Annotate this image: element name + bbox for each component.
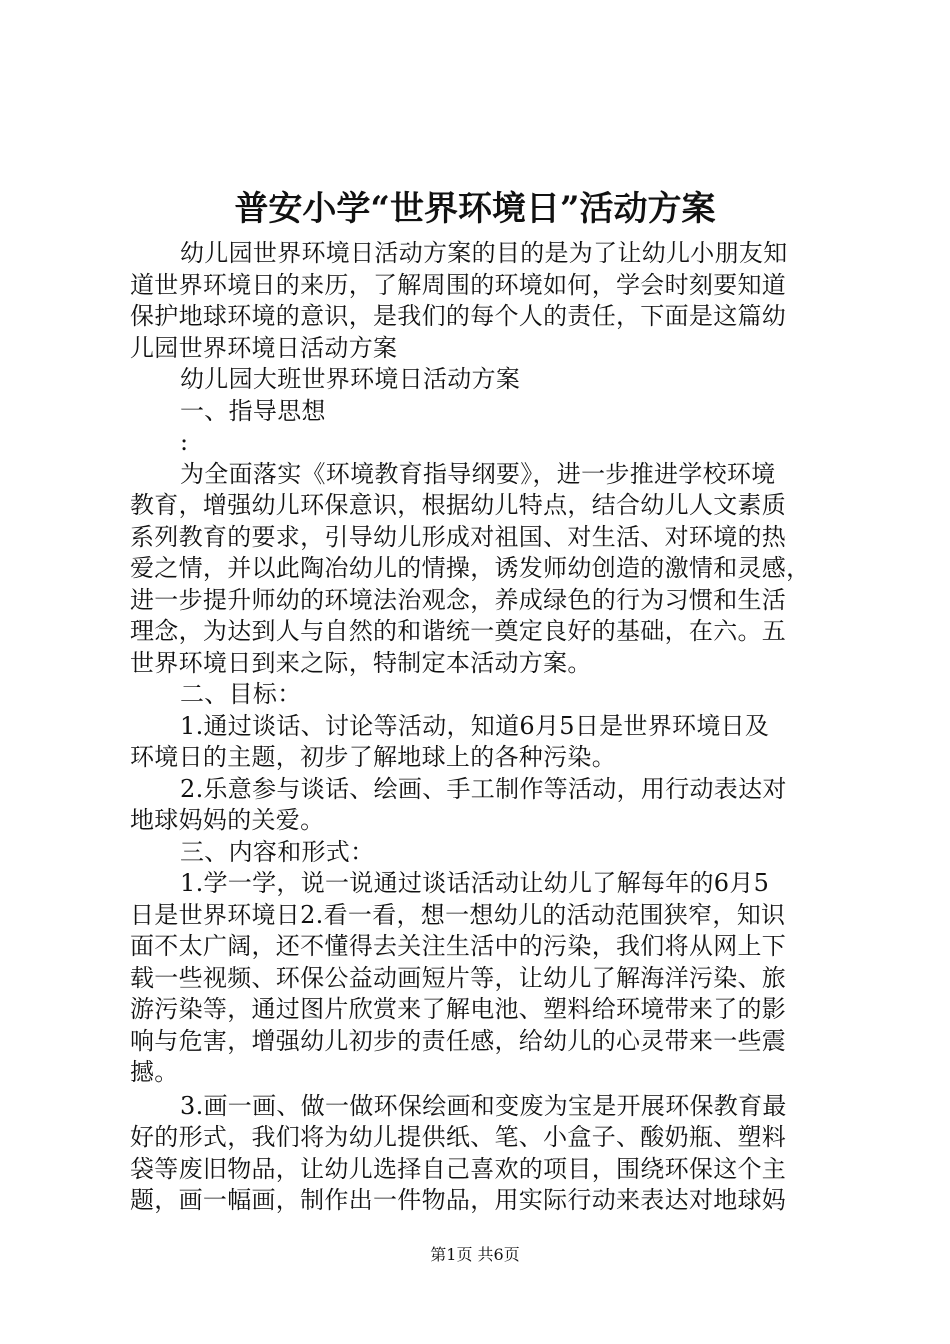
text-line: 教育，增强幼儿环保意识，根据幼儿特点，结合幼儿人文素质 (130, 491, 787, 519)
text-line: 1.学一学，说一说通过谈话活动让幼儿了解每年的6月5 (180, 869, 770, 897)
text-line: 载一些视频、环保公益动画短片等，让幼儿了解海洋污染、旅 (130, 963, 787, 992)
text-line: 题，画一幅画，制作出一件物品，用实际行动来表达对地球妈 (130, 1186, 787, 1214)
section-heading: 一、指导思想 (180, 396, 326, 425)
text-line: 游污染等，通过图片欣赏来了解电池、塑料给环境带来了的影 (130, 995, 787, 1023)
text-line: 儿园世界环境日活动方案 (130, 333, 398, 362)
page-footer: 第1页 共6页 (430, 1245, 520, 1264)
document-body (130, 238, 830, 1217)
text-line: 日是世界环境日2.看一看，想一想幼儿的活动范围狭窄，知识 (130, 900, 786, 929)
text-line: 道世界环境日的来历，了解周围的环境如何，学会时刻要知道 (130, 270, 787, 299)
text-line: 爱之情，并以此陶冶幼儿的情操，诱发师幼创造的激情和灵感， (130, 554, 811, 582)
text-line: 面不太广阔，还不懂得去关注生活中的污染，我们将从网上下 (130, 932, 787, 960)
text-line: 理念，为达到人与自然的和谐统一奠定良好的基础，在六。五 (130, 617, 787, 645)
text-line: 3.画一画、做一做环保绘画和变废为宝是开展环保教育最 (180, 1091, 787, 1120)
text-line: 好的形式，我们将为幼儿提供纸、笔、小盒子、酸奶瓶、塑料 (130, 1123, 787, 1151)
text-line: 系列教育的要求，引导幼儿形成对祖国、对生活、对环境的热 (130, 522, 787, 551)
section-heading: 幼儿园大班世界环境日活动方案 (180, 365, 521, 393)
text-line: 撼。 (130, 1058, 179, 1086)
text-line: 1.通过谈话、讨论等活动，知道6月5日是世界环境日及 (180, 711, 770, 740)
text-line: 幼儿园世界环境日活动方案的目的是为了让幼儿小朋友知 (180, 239, 788, 267)
document-title: 普安小学“世界环境日”活动方案 (234, 189, 716, 229)
section-heading: 三、内容和形式： (180, 837, 375, 866)
text-line: 为全面落实《环境教育指导纲要》，进一步推进学校环境 (180, 459, 776, 488)
text-line: 保护地球环境的意识，是我们的每个人的责任，下面是这篇幼 (130, 302, 787, 330)
text-line: : (180, 428, 189, 456)
text-line: 袋等废旧物品，让幼儿选择自己喜欢的项目，围绕环保这个主 (130, 1154, 787, 1183)
text-line: 响与危害，增强幼儿初步的责任感，给幼儿的心灵带来一些震 (130, 1026, 787, 1055)
text-line: 地球妈妈的关爱。 (130, 806, 325, 834)
text-line: 世界环境日到来之际，特制定本活动方案。 (130, 648, 592, 677)
text-line: 环境日的主题，初步了解地球上的各种污染。 (130, 743, 616, 771)
text-line: 进一步提升师幼的环境法治观念，养成绿色的行为习惯和生活 (130, 585, 787, 614)
section-heading: 二、目标： (180, 680, 302, 708)
text-line: 2.乐意参与谈话、绘画、手工制作等活动，用行动表达对 (180, 774, 787, 803)
